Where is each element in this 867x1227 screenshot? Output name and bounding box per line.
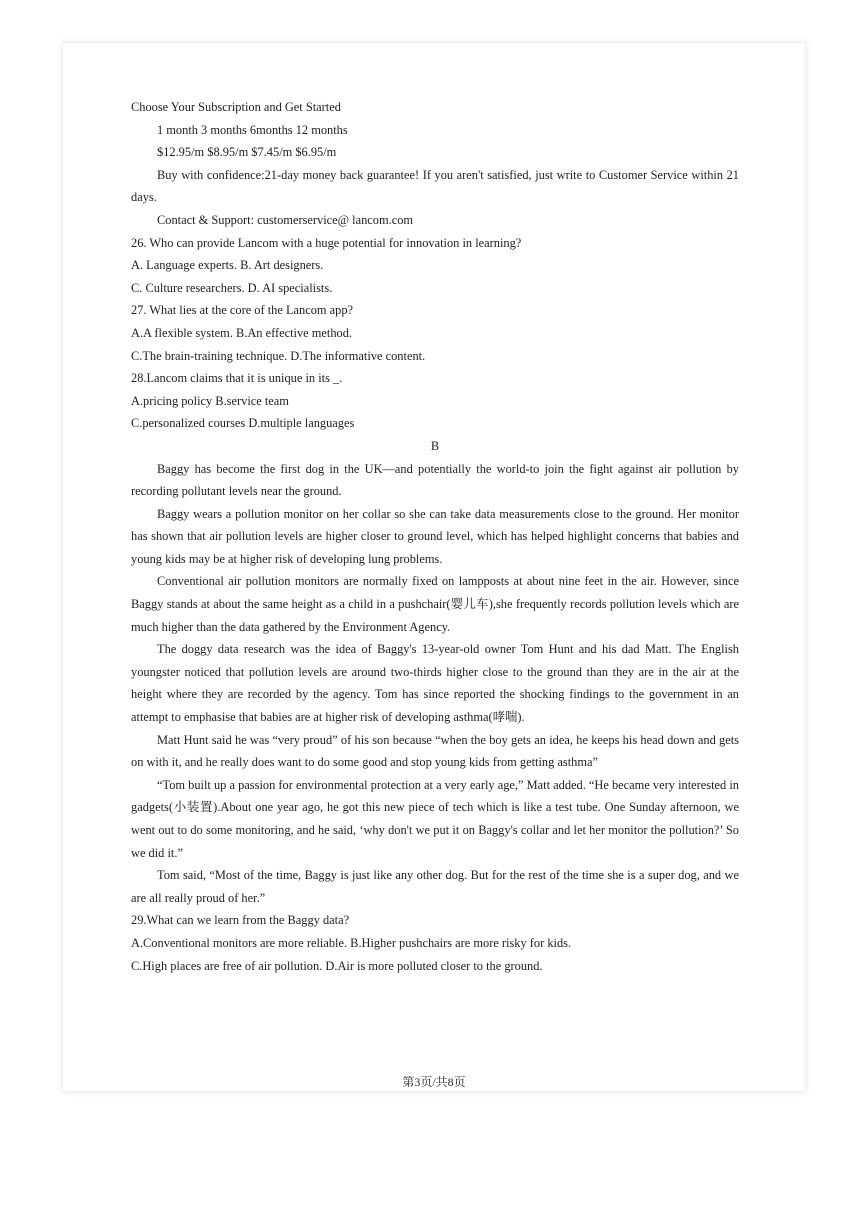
passage-paragraph: The doggy data research was the idea of Baggy's 13-year-old owner Tom Hunt and his dad Matt. The English youngster noticed that pollution levels are around two-thirds higher close to the ground than they are in the air at the height where they are recorded by the agency. Tom has since reported the shocking findings to the government in an attempt to emphasise that babies are at higher risk of developing asthma(哮喘). bbox=[131, 642, 739, 725]
question-27-options-ab: A.A flexible system. B.An effective method. bbox=[131, 325, 353, 340]
page-number: 第3页/共8页 bbox=[402, 1075, 466, 1089]
question-28-options-cd: C.personalized courses D.multiple languages bbox=[131, 416, 355, 431]
question-29-options-cd: C.High places are free of air pollution. D.Air is more polluted closer to the ground. bbox=[131, 958, 543, 973]
question-27-stem: 27. What lies at the core of the Lancom app? bbox=[131, 303, 354, 318]
page-content bbox=[131, 96, 739, 977]
question-29-stem: 29.What can we learn from the Baggy data? bbox=[131, 913, 350, 928]
question-29-options-ab: A.Conventional monitors are more reliable. B.Higher pushchairs are more risky for kids. bbox=[131, 935, 572, 950]
question-28-options-ab: A.pricing policy B.service team bbox=[131, 393, 289, 408]
passage-paragraph: Tom said, “Most of the time, Baggy is just like any other dog. But for the rest of the time she is a super dog, and we are all really proud of her.” bbox=[131, 868, 739, 905]
passage-paragraph: Conventional air pollution monitors are normally fixed on lampposts at about nine feet in the air. However, since Baggy stands at about the same height as a child in a pushchair(婴儿车),she frequently records pollution levels which are much higher than the data gathered by the Environment Agency. bbox=[131, 574, 739, 634]
question-26-stem: 26. Who can provide Lancom with a huge potential for innovation in learning? bbox=[131, 235, 522, 250]
section-b-label: B bbox=[430, 438, 440, 453]
guarantee-text: Buy with confidence:21-day money back guarantee! If you aren't satisfied, just write to Customer Service within 21 days. bbox=[131, 167, 739, 205]
question-26-options-ab: A. Language experts. B. Art designers. bbox=[131, 258, 324, 273]
passage-paragraph: Baggy wears a pollution monitor on her collar so she can take data measurements close to the ground. Her monitor has shown that air pollution levels are higher closer to ground level, which has helped highlight concerns that babies and young kids may be at higher risk of developing lung problems. bbox=[131, 506, 739, 566]
question-26-options-cd: C. Culture researchers. D. AI specialists. bbox=[131, 280, 333, 295]
subscription-periods: 1 month 3 months 6months 12 months bbox=[157, 122, 348, 137]
passage-paragraph: “Tom built up a passion for environmental protection at a very early age,” Matt added. “He became very interested in gadgets(小装置).About one year ago, he got this new piece of tech which is like a test tube. One Sunday afternoon, we went out to do some monitoring, and he said, ‘why don't we put it on Baggy's collar and let her monitor the pollution?’ So we did it.” bbox=[131, 777, 739, 860]
subscription-heading: Choose Your Subscription and Get Started bbox=[131, 100, 341, 114]
passage-paragraph: Baggy has become the first dog in the UK—and potentially the world-to join the fight against air pollution by recording pollutant levels near the ground. bbox=[131, 461, 739, 499]
question-28-stem: 28.Lancom claims that it is unique in its _. bbox=[131, 371, 343, 386]
contact-text: Contact & Support: customerservice@ lancom.com bbox=[157, 212, 414, 227]
passage-paragraph: Matt Hunt said he was “very proud” of his son because “when the boy gets an idea, he keeps his head down and gets on with it, and he really does want to do some good and stop young kids from getting asthma” bbox=[131, 732, 739, 770]
question-27-options-cd: C.The brain-training technique. D.The informative content. bbox=[131, 348, 426, 363]
subscription-prices: $12.95/m $8.95/m $7.45/m $6.95/m bbox=[157, 145, 337, 160]
